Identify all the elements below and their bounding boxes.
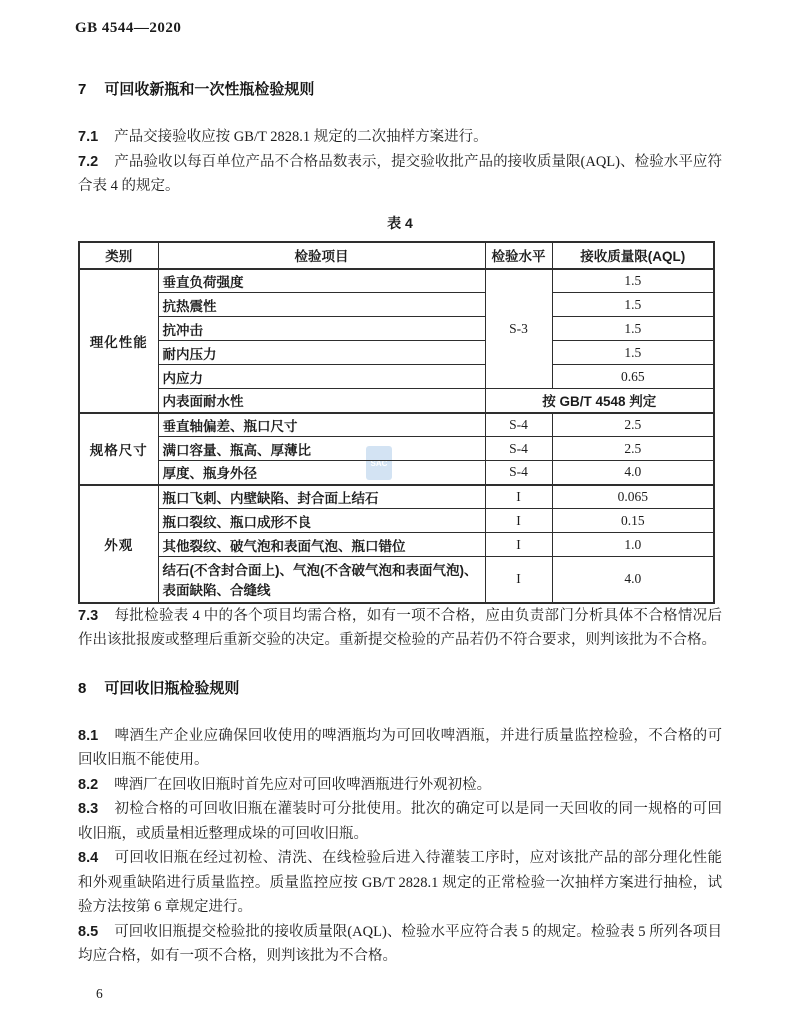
header-aql: 接收质量限(AQL): [552, 242, 714, 269]
clause-8-1: [78, 724, 722, 773]
aql-cell: 4.0: [552, 557, 714, 603]
category-cell-appearance: 外观: [79, 485, 158, 603]
level-cell: I: [485, 557, 552, 603]
table-row: [79, 509, 714, 533]
clause-8-3-text: 初检合格的可回收旧瓶在灌装时可分批使用。批次的确定可以是同一天回收的同一规格的可回收旧瓶，或质量相近整理成垛的可回收旧瓶。: [78, 801, 722, 842]
table-4-header-row: [79, 242, 714, 269]
item-cell: 结石(不含封合面上)、气泡(不含破气泡和表面气泡)、表面缺陷、合缝线: [158, 557, 485, 603]
level-cell: I: [485, 533, 552, 557]
header-level: 检验水平: [485, 242, 552, 269]
group-dimensions: [79, 413, 714, 485]
aql-cell: 2.5: [552, 437, 714, 461]
aql-cell: 0.65: [552, 365, 714, 389]
clause-7-1: [78, 125, 722, 150]
item-cell: 抗冲击: [158, 317, 485, 341]
standard-code-header: GB 4544—2020: [75, 20, 182, 36]
table-row: [79, 461, 714, 485]
item-cell: 满口容量、瓶高、厚薄比: [158, 437, 485, 461]
item-cell: 内应力: [158, 365, 485, 389]
category-cell-dimensions: 规格尺寸: [79, 413, 158, 485]
level-cell: I: [485, 509, 552, 533]
table-row: [79, 269, 714, 293]
section-8-title: 可回收旧瓶检验规则: [104, 679, 240, 697]
clause-7-3-number: 7.3: [78, 607, 99, 624]
table-row: [79, 317, 714, 341]
clause-8-4: [78, 846, 722, 920]
aql-cell: 1.5: [552, 341, 714, 365]
table-row: [79, 485, 714, 509]
clause-8-4-number: 8.4: [78, 850, 99, 866]
clause-7-1-number: 7.1: [78, 129, 99, 145]
table-4-caption: 表 4: [387, 214, 413, 231]
item-cell: 瓶口飞刺、内壁缺陷、封合面上结石: [158, 485, 485, 509]
clause-7-3-text: 每批检验表 4 中的各个项目均需合格，如有一项不合格，应由负责部门分析具体不合格情况后作出该批报废或整理后重新交验的决定。重新提交检验的产品若仍不符合要求，则判该批为不合格。: [78, 607, 722, 648]
clause-8-5-text: 可回收旧瓶提交检验批的接收质量限(AQL)、检验水平应符合表 5 的规定。检验表 5 所列各项目均应合格，如有一项不合格，则判该批为不合格。: [78, 923, 722, 964]
table-row: [79, 533, 714, 557]
clause-8-5: [78, 920, 722, 969]
clause-8-2-text: 啤酒厂在回收旧瓶时首先应对可回收啤酒瓶进行外观初检。: [114, 776, 492, 793]
category-cell-physicochemical: 理化性能: [79, 269, 158, 413]
section-8-number: 8: [78, 679, 87, 697]
group-physicochemical: [79, 269, 714, 413]
aql-cell: 1.5: [552, 317, 714, 341]
header-item: 检验项目: [158, 242, 485, 269]
table-row: [79, 557, 714, 603]
clause-8-1-text: 啤酒生产企业应确保回收使用的啤酒瓶均为可回收啤酒瓶，并进行质量监控检验，不合格的可回收旧瓶不能使用。: [78, 727, 722, 768]
table-row: [79, 365, 714, 389]
clause-7-1-text: 产品交接验收应按 GB/T 2828.1 规定的二次抽样方案进行。: [114, 129, 488, 145]
level-cell: S-4: [485, 437, 552, 461]
clause-8-2-number: 8.2: [78, 776, 99, 793]
level-cell-s3: S-3: [485, 269, 552, 389]
aql-cell: 1.0: [552, 533, 714, 557]
group-appearance: [79, 485, 714, 603]
aql-cell: 1.5: [552, 269, 714, 293]
aql-cell: 1.5: [552, 293, 714, 317]
section-7-number: 7: [78, 81, 87, 98]
clause-7-2: [78, 150, 722, 199]
aql-cell: 0.15: [552, 509, 714, 533]
sac-watermark: SAC: [366, 446, 392, 480]
item-cell: 瓶口裂纹、瓶口成形不良: [158, 509, 485, 533]
table-4: [78, 241, 715, 604]
item-cell: 其他裂纹、破气泡和表面气泡、瓶口错位: [158, 533, 485, 557]
page-content: [78, 78, 722, 969]
page-number: 6: [96, 986, 103, 1001]
clause-8-1-number: 8.1: [78, 727, 99, 744]
level-cell: S-4: [485, 413, 552, 437]
aql-cell: 2.5: [552, 413, 714, 437]
item-cell: 垂直轴偏差、瓶口尺寸: [158, 413, 485, 437]
clause-8-2: [78, 773, 722, 798]
note-cell-gbt4548: 按 GB/T 4548 判定: [485, 389, 714, 413]
item-cell: 垂直负荷强度: [158, 269, 485, 293]
clause-7-2-text: 产品验收以每百单位产品不合格品数表示，提交验收批产品的接收质量限(AQL)、检验水平应符合表 4 的规定。: [78, 153, 722, 194]
aql-cell: 4.0: [552, 461, 714, 485]
item-cell: 内表面耐水性: [158, 389, 485, 413]
section-7-title: 可回收新瓶和一次性瓶检验规则: [104, 81, 315, 98]
clause-8-4-text: 可回收旧瓶在经过初检、清洗、在线检验后进入待灌装工序时，应对该批产品的部分理化性能和外观重缺陷进行质量监控。质量监控应按 GB/T 2828.1 规定的正常检验一次抽样方案进行抽检，试验方法按第 6 章规定进行。: [78, 850, 722, 915]
clause-7-3: [78, 604, 722, 653]
table-row: [79, 293, 714, 317]
clause-8-5-number: 8.5: [78, 923, 99, 940]
item-cell: 厚度、瓶身外径: [158, 461, 485, 485]
clause-8-3-number: 8.3: [78, 801, 99, 817]
level-cell: S-4: [485, 461, 552, 485]
section-8-heading: [78, 677, 722, 698]
section-7-heading: [78, 78, 722, 99]
header-category: 类别: [79, 242, 158, 269]
level-cell: I: [485, 485, 552, 509]
table-row: [79, 437, 714, 461]
aql-cell: 0.065: [552, 485, 714, 509]
clause-7-2-number: 7.2: [78, 153, 99, 170]
item-cell: 抗热震性: [158, 293, 485, 317]
table-row: [79, 413, 714, 437]
table-row: [79, 341, 714, 365]
table-row: [79, 389, 714, 413]
clause-8-3: [78, 797, 722, 846]
item-cell: 耐内压力: [158, 341, 485, 365]
